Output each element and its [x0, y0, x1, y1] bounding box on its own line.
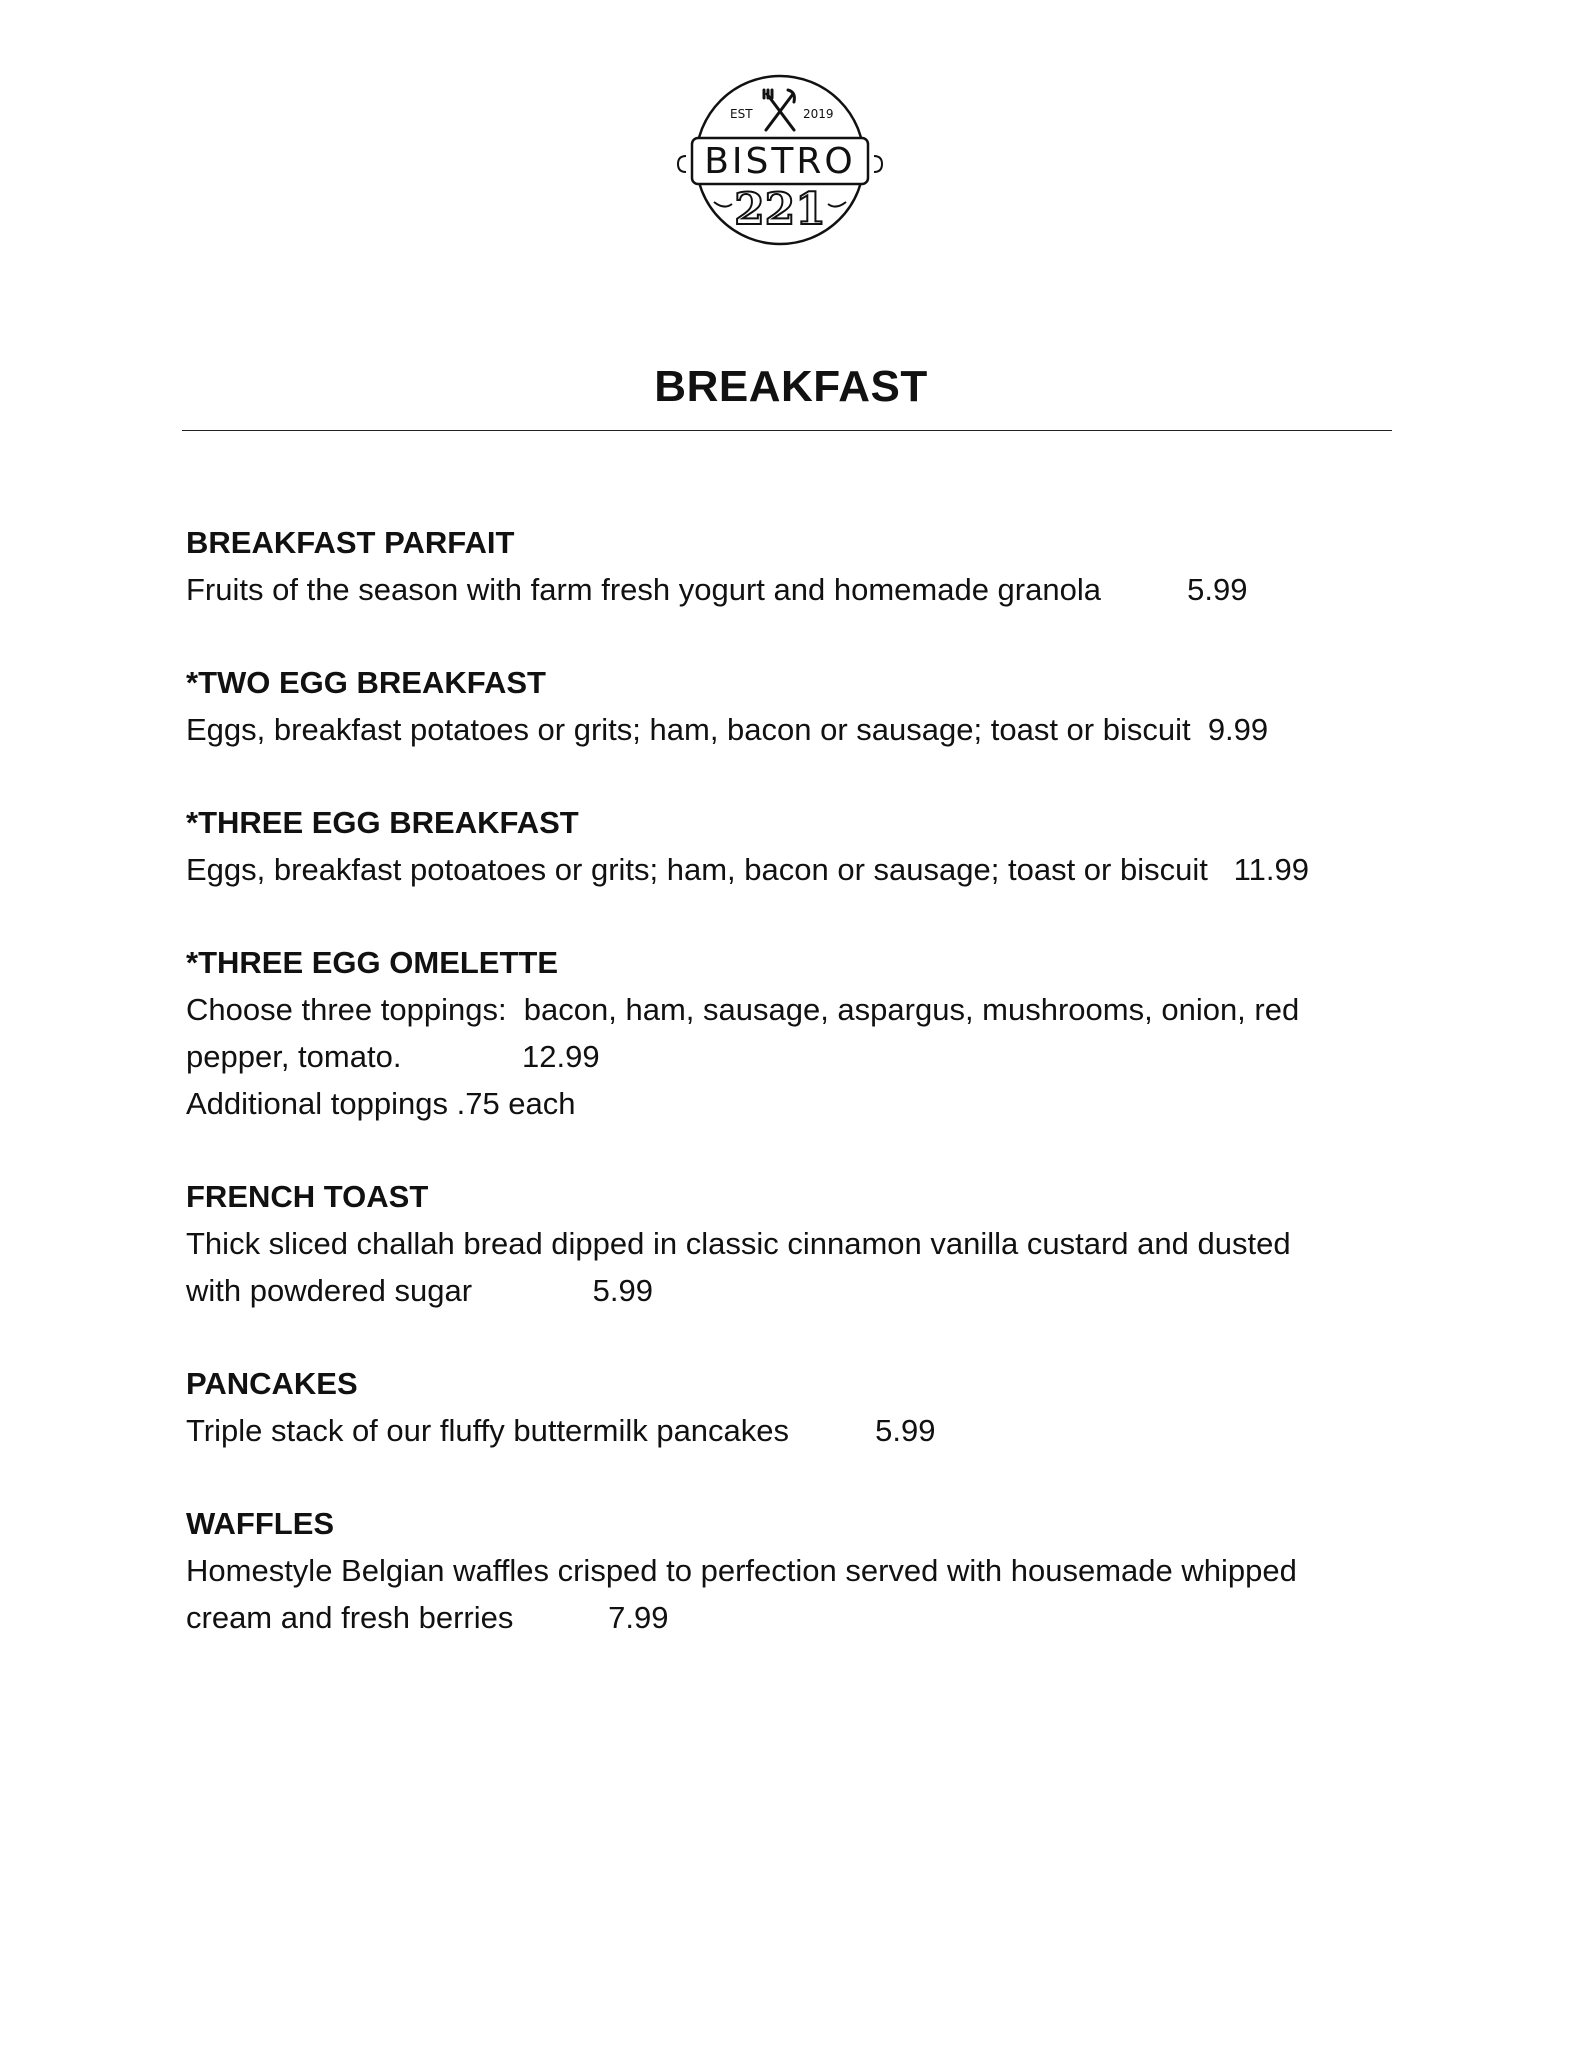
logo-est: EST	[730, 107, 753, 121]
menu-item-description: with powdered sugar 5.99	[186, 1273, 653, 1308]
menu-item	[186, 1360, 1406, 1454]
menu-item-description: Fruits of the season with farm fresh yogurt and homemade granola 5.99	[186, 572, 1248, 607]
crossed-fork-knife-icon	[764, 90, 794, 130]
menu-item	[186, 799, 1406, 893]
menu-item	[186, 1173, 1406, 1314]
menu-list	[186, 519, 1406, 1687]
menu-item-description: Thick sliced challah bread dipped in classic cinnamon vanilla custard and dusted	[186, 1226, 1291, 1261]
logo-year: 2019	[803, 107, 834, 121]
menu-item-name: BREAKFAST PARFAIT	[186, 525, 515, 560]
menu-item	[186, 519, 1406, 613]
menu-item-name: *TWO EGG BREAKFAST	[186, 665, 546, 700]
title-divider	[182, 430, 1392, 431]
menu-item	[186, 939, 1406, 1127]
menu-item-name: *THREE EGG OMELETTE	[186, 945, 559, 980]
menu-item-description: Choose three toppings: bacon, ham, sausage, aspargus, mushrooms, onion, red	[186, 992, 1300, 1027]
page-title: BREAKFAST	[654, 362, 928, 411]
menu-item-description: Homestyle Belgian waffles crisped to perfection served with housemade whipped	[186, 1553, 1297, 1588]
menu-item-description: Triple stack of our fluffy buttermilk pancakes 5.99	[186, 1413, 936, 1448]
menu-item-name: WAFFLES	[186, 1506, 335, 1541]
logo-name: BISTRO	[704, 141, 856, 182]
menu-item-name: FRENCH TOAST	[186, 1179, 429, 1214]
menu-item	[186, 1500, 1406, 1641]
menu-item	[186, 659, 1406, 753]
menu-item-description: Eggs, breakfast potoatoes or grits; ham, bacon or sausage; toast or biscuit 11.99	[186, 852, 1309, 887]
menu-item-description: cream and fresh berries 7.99	[186, 1600, 669, 1635]
restaurant-logo	[670, 72, 890, 252]
menu-item-description: Eggs, breakfast potatoes or grits; ham, bacon or sausage; toast or biscuit 9.99	[186, 712, 1269, 747]
menu-item-description: Additional toppings .75 each	[186, 1086, 576, 1121]
menu-item-name: *THREE EGG BREAKFAST	[186, 805, 579, 840]
logo-number: 221	[734, 184, 826, 235]
menu-item-description: pepper, tomato. 12.99	[186, 1039, 600, 1074]
menu-item-name: PANCAKES	[186, 1366, 358, 1401]
